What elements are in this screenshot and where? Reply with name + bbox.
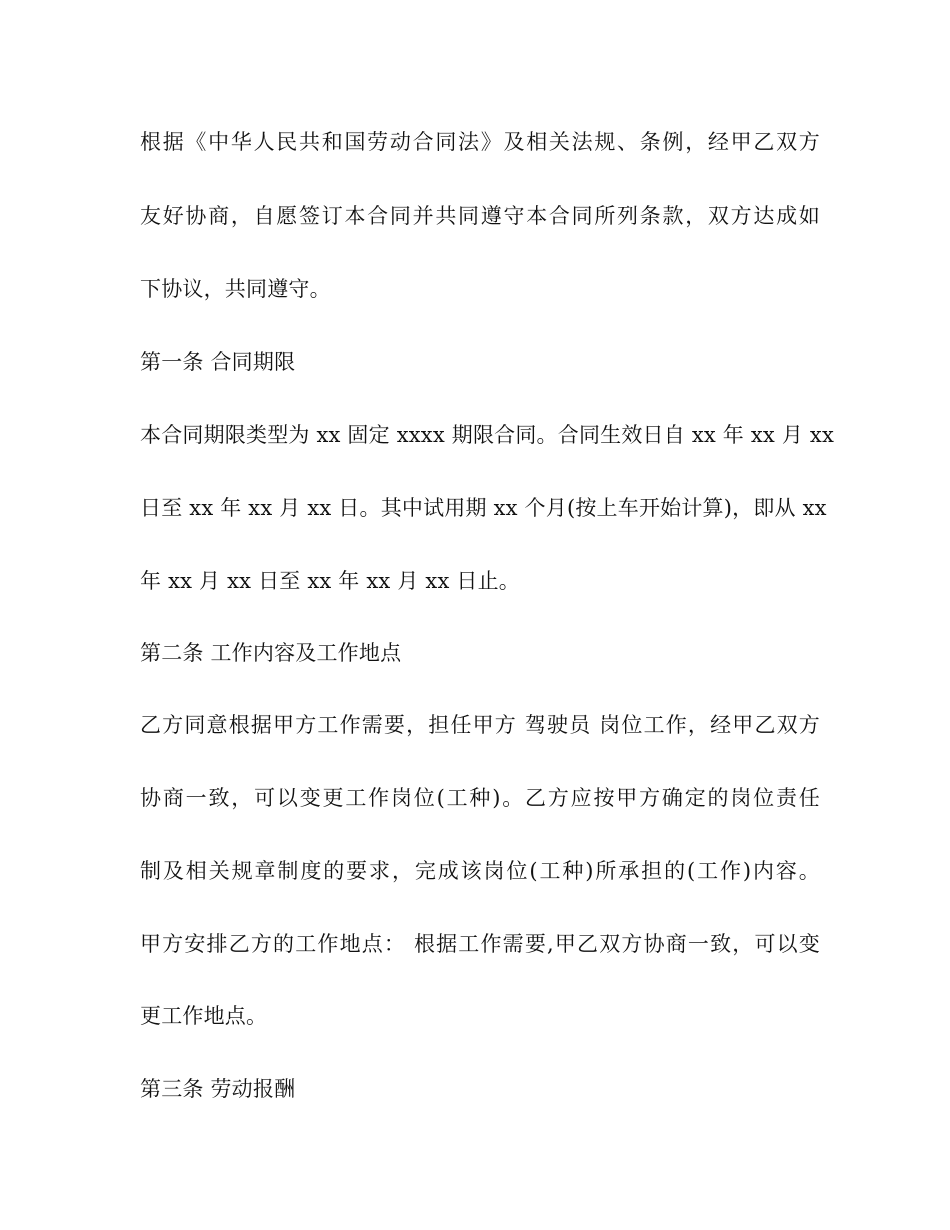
section-heading: 第三条 劳动报酬: [140, 1077, 296, 1101]
paragraph-line: 本合同期限类型为 xx 固定 xxxx 期限合同。合同生效日自 xx 年 xx 月 xx: [140, 423, 834, 447]
paragraph-line: 友好协商，自愿签订本合同并共同遵守本合同所列条款，双方达成如: [140, 204, 820, 228]
section-heading: 第二条 工作内容及工作地点: [140, 641, 402, 665]
paragraph-line: 根据《中华人民共和国劳动合同法》及相关法规、条例，经甲乙双方: [140, 130, 820, 154]
paragraph-line: 乙方同意根据甲方工作需要，担任甲方 驾驶员 岗位工作，经甲乙双方: [140, 713, 820, 737]
paragraph-line: 协商一致，可以变更工作岗位(工种)。乙方应按甲方确定的岗位责任: [140, 786, 820, 810]
section-heading: 第一条 合同期限: [140, 350, 296, 374]
paragraph-line: 更工作地点。: [140, 1004, 268, 1028]
paragraph-line: 甲方安排乙方的工作地点： 根据工作需要,甲乙双方协商一致，可以变: [140, 932, 820, 956]
paragraph-line: 制及相关规章制度的要求，完成该岗位(工种)所承担的(工作)内容。: [140, 859, 820, 883]
paragraph-line: 下协议，共同遵守。: [140, 277, 331, 301]
paragraph-line: 年 xx 月 xx 日至 xx 年 xx 月 xx 日止。: [140, 569, 520, 593]
paragraph-line: 日至 xx 年 xx 月 xx 日。其中试用期 xx 个月(按上车开始计算)，即从 xx: [140, 496, 827, 520]
